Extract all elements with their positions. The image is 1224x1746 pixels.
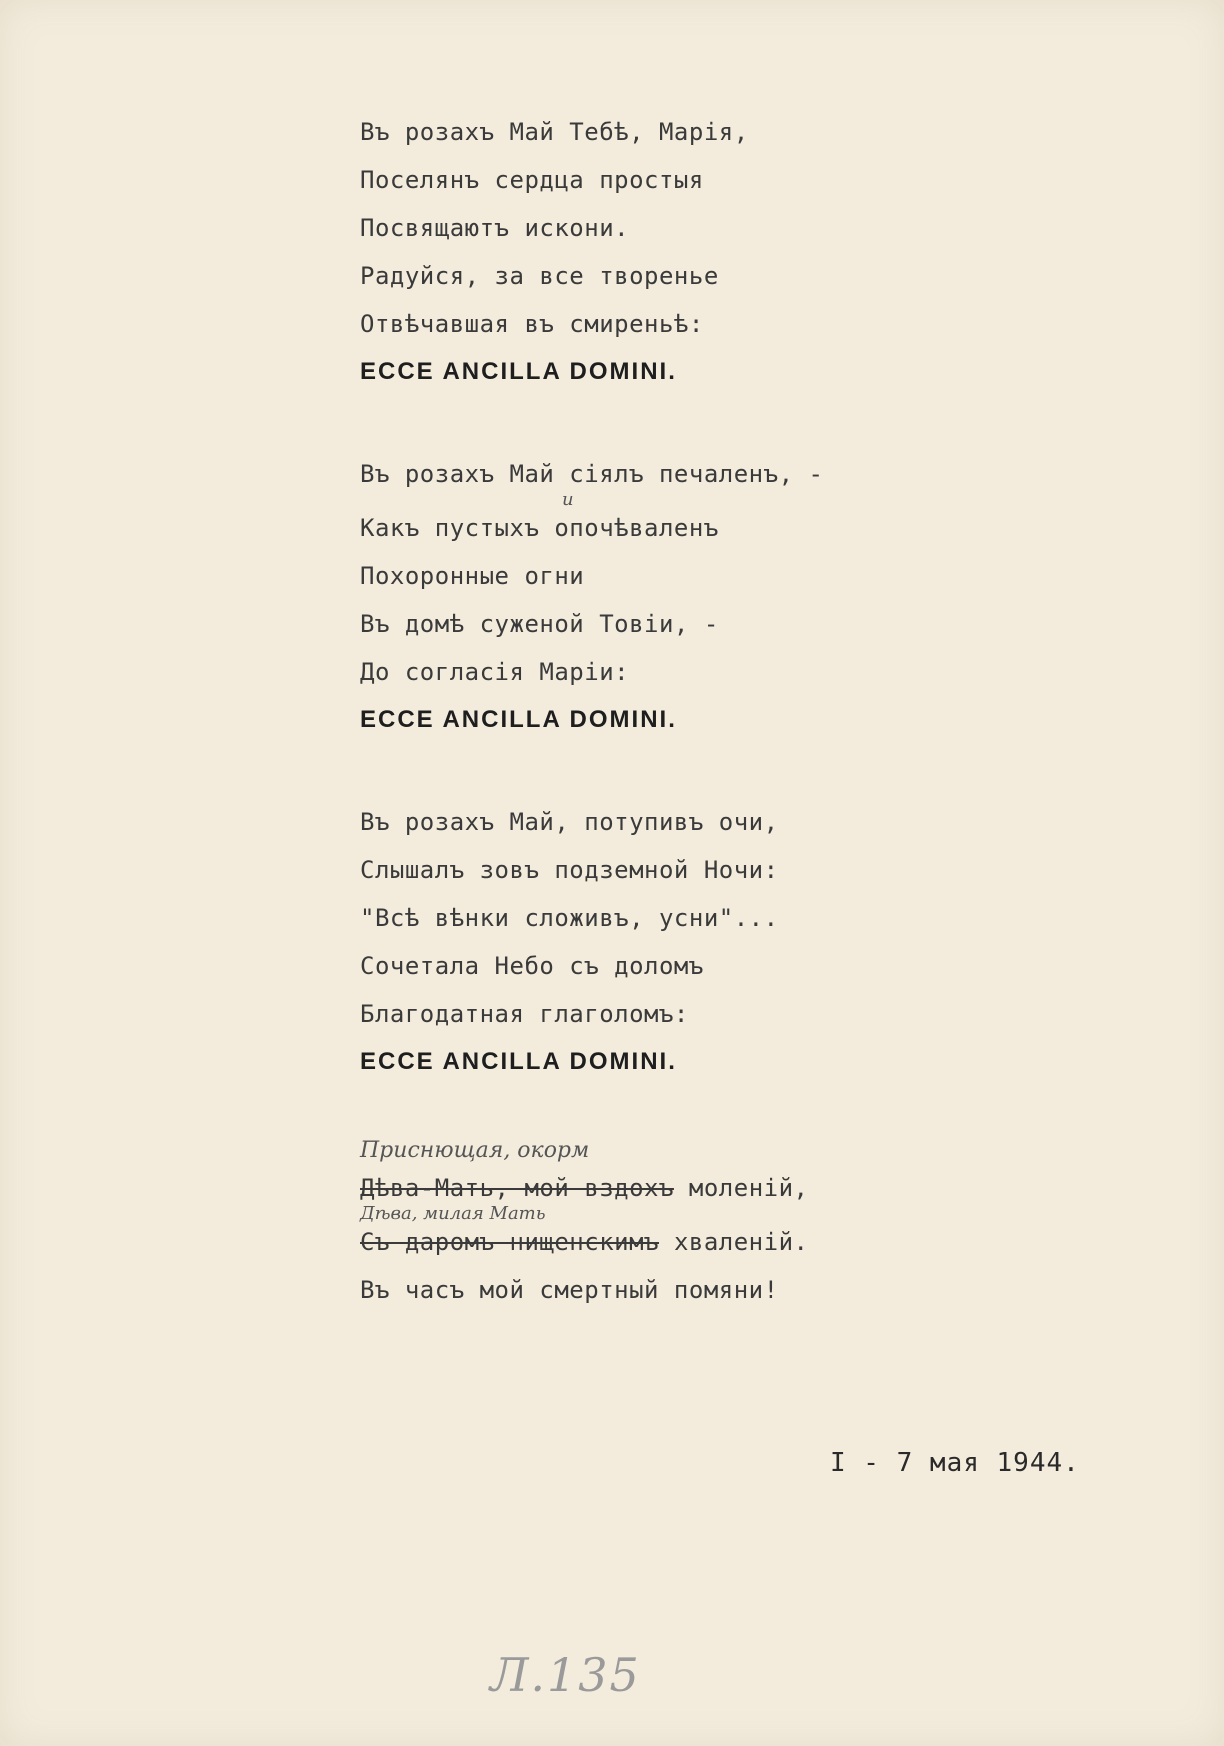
refrain-line: ECCE ANCILLA DOMINI. [360, 358, 677, 385]
archive-shelfmark: Л.135 [490, 1648, 641, 1702]
poem-line: Похоронные огни [360, 562, 585, 590]
poem-text [360, 108, 920, 1314]
poem-line: Въ розахъ Май, потупивъ очи, [360, 808, 779, 836]
poem-line: Въ часъ мой смертный помяни! [360, 1276, 779, 1304]
stanza-gap [360, 744, 920, 798]
struck-text: Дѣва-Мать, мой вздохъ [360, 1174, 674, 1202]
poem-line: Поселянъ сердца простыя [360, 166, 704, 194]
poem-line-corrected [360, 1218, 920, 1266]
kept-text: хваленій. [673, 1228, 809, 1256]
poem-line: Въ розахъ Май Тебѣ, Марія, [360, 118, 749, 146]
poem-line: Благодатная глаголомъ: [360, 1000, 689, 1028]
stanza-2 [360, 450, 920, 744]
poem-line: Какъ пустыхъ опочѣваленъ [360, 514, 719, 542]
date-line: I - 7 мая 1944. [830, 1448, 1080, 1478]
handwritten-insertion: Дѣва, милая Мать [360, 1203, 546, 1224]
stanza-3 [360, 798, 920, 1086]
stanza-final [360, 1136, 920, 1314]
poem-line: До согласія Маріи: [360, 658, 630, 686]
refrain-line: ECCE ANCILLA DOMINI. [360, 706, 677, 733]
poem-line: Въ домѣ суженой Товіи, - [360, 610, 719, 638]
handwritten-insertion: Приснющая, окорм [360, 1138, 590, 1163]
refrain-line: ECCE ANCILLA DOMINI. [360, 1048, 677, 1075]
poem-line: Сочетала Небо съ доломъ [360, 952, 704, 980]
poem-line: Радуйся, за все творенье [360, 262, 719, 290]
poem-line: "Всѣ вѣнки сложивъ, усни"... [360, 904, 779, 932]
stanza-1 [360, 108, 920, 396]
poem-line: Слышалъ зовъ подземной Ночи: [360, 856, 779, 884]
poem-line: Отвѣчавшая въ смиреньѣ: [360, 310, 704, 338]
stanza-gap [360, 1086, 920, 1136]
interline-correction: и [562, 489, 574, 510]
struck-text: Съ даромъ нищенскимъ [360, 1228, 659, 1256]
poem-line: Въ розахъ Май сіялъ печаленъ, - [360, 460, 824, 488]
poem-line: Посвящаютъ искони. [360, 214, 630, 242]
stanza-gap [360, 396, 920, 450]
kept-text: моленій, [688, 1174, 809, 1202]
